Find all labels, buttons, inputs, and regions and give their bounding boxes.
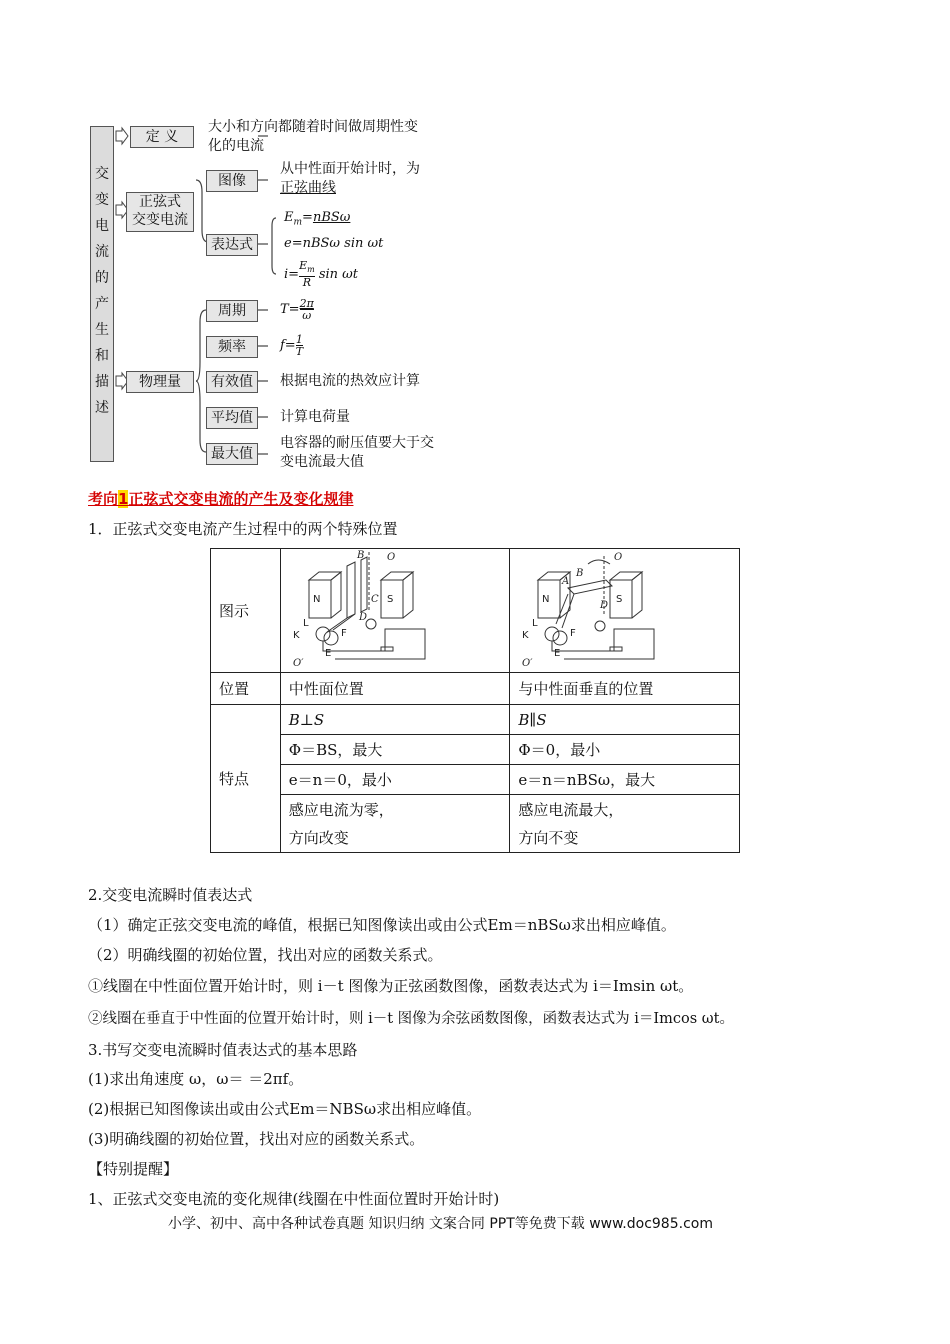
figure-neutral-plane (280, 549, 510, 673)
svg-text:C: C (370, 593, 379, 605)
feature-flux-min: Φ＝0，最小 (510, 735, 740, 765)
generator-diagram-icon (518, 550, 658, 668)
rms-box: 有效值 (206, 371, 258, 393)
section-2-line-2: （2）明确线圈的初始位置，找出对应的函数关系式。 (88, 946, 443, 964)
average-box: 平均值 (206, 407, 258, 429)
sine-label-line: 交变电流 (132, 212, 188, 228)
expression-3: i= $\frac{E_m}{R}$ sin ωt (284, 259, 358, 290)
title-char: 描 (95, 374, 109, 390)
title-char: 的 (95, 270, 109, 286)
page-footer: 小学、初中、高中各种试卷真题 知识归纳 文案合同 PPT等免费下载 www.doc985.com (168, 1216, 713, 1232)
concept-map-title (90, 126, 114, 462)
max-line: 变电流最大值 (280, 454, 364, 470)
feature-b-parallel: B∥S (510, 705, 740, 735)
expression-2: e=nBSω sin ωt (284, 236, 384, 251)
graph-text (280, 160, 420, 198)
position-neutral: 中性面位置 (280, 673, 510, 705)
svg-text:L: L (532, 617, 538, 629)
title-char: 变 (95, 192, 109, 208)
section-2-line-1: （1）确定正弦交变电流的峰值，根据已知图像读出或由公式Em＝nBSω求出相应峰值。 (88, 916, 676, 934)
title-char: 电 (95, 218, 109, 234)
section-2-line-3: ①线圈在中性面位置开始计时，则 i－t 图像为正弦函数图像，函数表达式为 i＝Imsin ωt。 (88, 977, 694, 995)
feature-flux-max: Φ＝BS，最大 (280, 735, 510, 765)
frequency-box: 频率 (206, 336, 258, 358)
frequency-formula: f= $\frac{1}{T}$ (280, 333, 304, 358)
definition-line: 化的电流 (208, 138, 264, 154)
sine-current-box (126, 192, 194, 232)
concept-map (88, 119, 458, 470)
heading-title: 正弦式交变电流的产生及变化规律 (128, 490, 354, 508)
section-3-line-1: (1)求出角速度 ω，ω＝ ＝2πf。 (88, 1070, 304, 1088)
svg-text:E: E (324, 647, 332, 659)
svg-text:B: B (356, 549, 365, 561)
title-char: 产 (95, 296, 109, 312)
definition-line: 大小和方向都随着时间做周期性变 (208, 119, 418, 135)
svg-text:O: O (386, 551, 395, 563)
row-label-figure: 图示 (211, 549, 281, 673)
graph-box: 图像 (206, 170, 258, 192)
generator-diagram-icon (289, 550, 429, 668)
title-char: 述 (95, 400, 109, 416)
feature-line: 感应电流最大， (518, 800, 624, 819)
svg-text:N: N (312, 593, 321, 605)
max-text (280, 434, 434, 472)
heading-number: 1 (118, 490, 129, 508)
section-2-line-4: ②线圈在垂直于中性面的位置开始计时，则 i－t 图像为余弦函数图像，函数表达式为 i＝Imcos ωt。 (88, 1011, 734, 1027)
section-2-title: 2.交变电流瞬时值表达式 (88, 886, 253, 904)
row-label-features: 特点 (211, 705, 281, 853)
svg-text:K: K (292, 629, 300, 641)
section-3-line-2: (2)根据已知图像读出或由公式Em＝NBSω求出相应峰值。 (88, 1100, 482, 1118)
svg-text:L: L (302, 617, 309, 629)
section-3-title: 3.书写交变电流瞬时值表达式的基本思路 (88, 1041, 358, 1059)
row-label-position: 位置 (211, 673, 281, 705)
svg-text:F: F (570, 627, 577, 639)
svg-text:S: S (386, 593, 394, 605)
max-line: 电容器的耐压值要大于交 (280, 435, 434, 451)
max-box: 最大值 (206, 443, 258, 465)
svg-text:A: A (562, 575, 570, 587)
svg-text:D: D (358, 611, 367, 623)
period-formula: T= $\frac{2\pi}{\omega}$ (280, 297, 314, 322)
period-box: 周期 (206, 300, 258, 322)
svg-text:K: K (522, 629, 529, 641)
feature-line: 方向不变 (518, 828, 579, 847)
feature-emf-min: e＝n＝0，最小 (280, 765, 510, 795)
feature-current-zero (280, 795, 510, 853)
graph-line: 从中性面开始计时，为 (280, 161, 420, 177)
expression-box: 表达式 (206, 234, 258, 256)
expression-1: $E_m=nBS\omega$ (284, 210, 351, 228)
svg-text:D: D (600, 599, 609, 611)
svg-text:O: O (614, 551, 623, 563)
rms-text: 根据电流的热效应计算 (280, 373, 420, 389)
physical-quantity-box: 物理量 (126, 371, 194, 393)
section-heading (88, 488, 353, 509)
svg-text:N: N (542, 593, 550, 605)
svg-text:S: S (616, 593, 623, 605)
svg-text:B: B (576, 567, 584, 579)
figure-perpendicular-plane (510, 549, 740, 673)
special-tip-line-1: 1、正弦式交变电流的变化规律(线圈在中性面位置时开始计时) (88, 1190, 500, 1208)
position-perpendicular: 与中性面垂直的位置 (510, 673, 740, 705)
sine-label-line: 正弦式 (139, 194, 181, 210)
svg-text:E: E (554, 647, 561, 659)
feature-emf-max: e＝n＝nBSω，最大 (510, 765, 740, 795)
special-tip-label: 【特别提醒】 (88, 1160, 179, 1178)
title-char: 生 (95, 322, 109, 338)
svg-text:F: F (340, 627, 347, 639)
average-text: 计算电荷量 (280, 409, 350, 425)
feature-line: 方向改变 (288, 828, 349, 847)
heading-prefix: 考向 (88, 490, 119, 508)
title-char: 交 (95, 166, 109, 182)
definition-text (208, 118, 418, 156)
special-positions-table (210, 548, 740, 853)
section-3-line-3: (3)明确线圈的初始位置，找出对应的函数关系式。 (88, 1130, 425, 1148)
feature-current-max (510, 795, 740, 853)
feature-line: 感应电流为零， (288, 800, 394, 819)
title-char: 流 (95, 244, 109, 260)
graph-line: 正弦曲线 (280, 180, 336, 196)
feature-b-perp: B⊥S (280, 705, 510, 735)
svg-text:O′: O′ (292, 657, 304, 668)
definition-box: 定 义 (130, 126, 194, 148)
title-char: 和 (95, 348, 109, 364)
section-1-title: 1．正弦式交变电流产生过程中的两个特殊位置 (88, 520, 398, 538)
svg-text:O′: O′ (522, 657, 533, 668)
